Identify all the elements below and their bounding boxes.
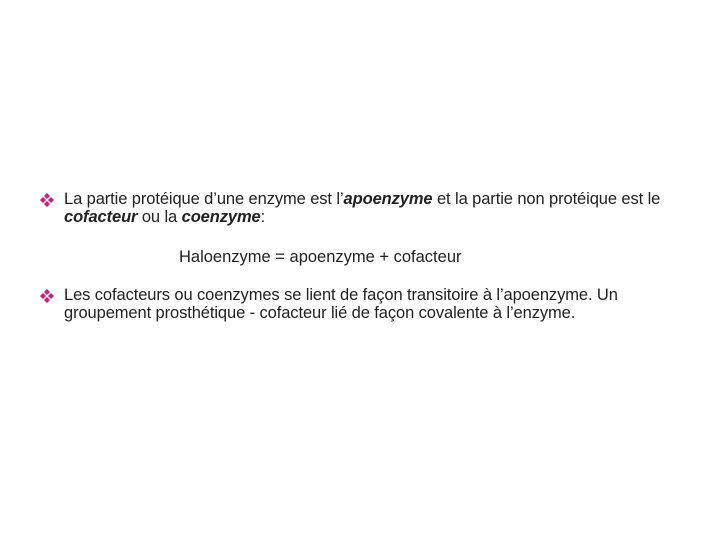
bullet-item-2 <box>38 286 678 322</box>
text-segment: et la partie non protéique est le <box>432 190 661 208</box>
formula-line: Haloenzyme = apoenzyme + cofacteur <box>179 248 462 266</box>
text-segment: La partie protéique d’une enzyme est l’ <box>64 190 344 208</box>
four-diamond-bullet-icon <box>38 192 58 208</box>
bullet-text-2: Les cofacteurs ou coenzymes se lient de façon transitoire à l’apoenzyme. Un groupement prosthétique - cofacteur lié de façon covalente à l’enzyme. <box>64 286 618 322</box>
bullet-text-1 <box>64 190 678 226</box>
term-apoenzyme: apoenzyme <box>343 190 433 208</box>
text-segment: ou la <box>137 208 182 226</box>
four-diamond-bullet-icon <box>38 288 58 304</box>
text-segment: : <box>260 208 266 226</box>
term-coenzyme: coenzyme <box>181 208 261 226</box>
bullet-item-1 <box>38 190 678 226</box>
term-cofacteur: cofacteur <box>64 208 138 226</box>
